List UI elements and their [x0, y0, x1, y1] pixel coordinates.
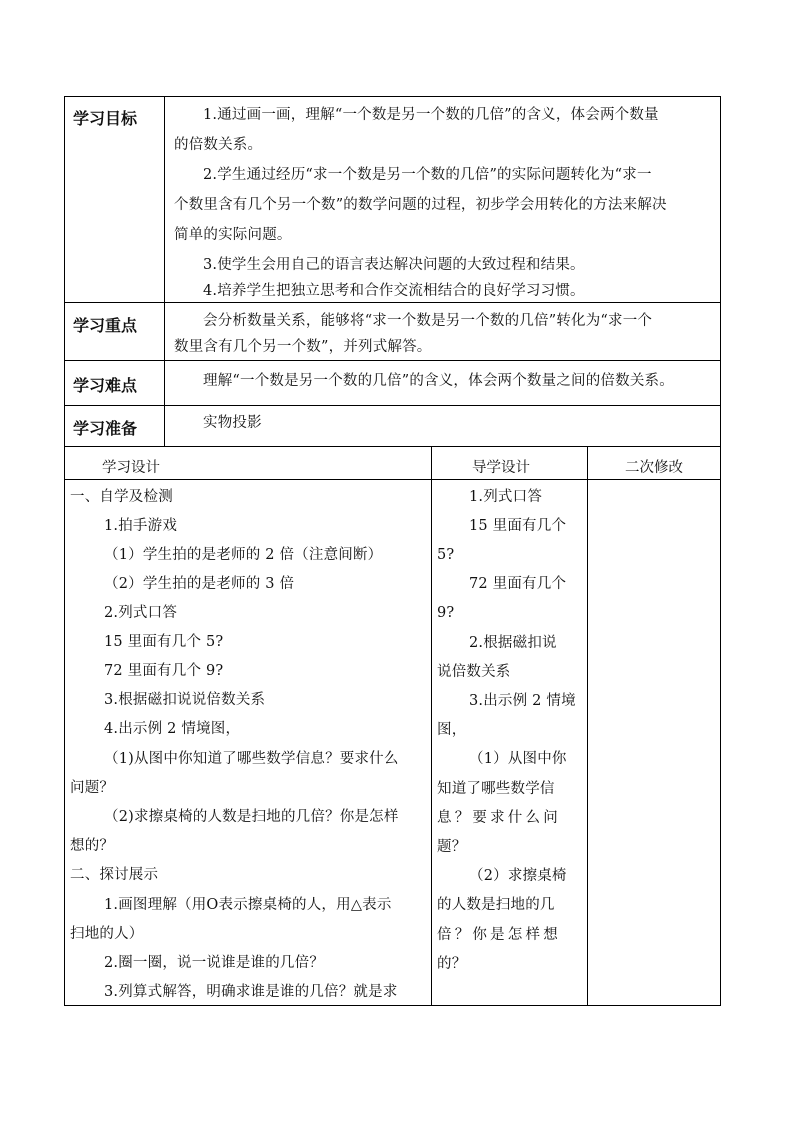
design-line: （2）学生拍的是老师的 3 倍 [104, 576, 295, 592]
design-line: 3.根据磁扣说说倍数关系 [104, 692, 266, 708]
objective-3-line-1: 3.使学生会用自己的语言表达解决问题的大致过程和结果。 [203, 257, 585, 273]
guide-line: 知道了哪些数学信 [437, 781, 555, 797]
key-points-line-2: 数里含有几个另一个数”，并列式解答。 [174, 339, 432, 355]
preparation-line-1: 实物投影 [203, 415, 262, 431]
design-line: （2)求擦桌椅的人数是扫地的几倍？你是怎样 [104, 809, 399, 825]
design-line: 2.列式口答 [104, 605, 178, 621]
guide-line: 的人数是扫地的几 [437, 897, 555, 913]
row-divider [64, 446, 721, 447]
key-points-line-1: 会分析数量关系，能够将“求一个数是另一个数的几倍”转化为“求一个 [203, 313, 653, 329]
design-line: 想的？ [70, 838, 115, 854]
design-line: 72 里面有几个 9? [104, 663, 224, 679]
difficulties-line-1: 理解“一个数是另一个数的几倍”的含义，体会两个数量之间的倍数关系。 [203, 373, 674, 389]
revision-cell [589, 482, 719, 1002]
table-border-right [720, 96, 721, 1006]
column-header-design: 学习设计 [102, 460, 160, 476]
design-line: 1.拍手游戏 [104, 518, 178, 534]
objective-2-line-3: 简单的实际问题。 [174, 227, 292, 243]
table-border-left [64, 96, 65, 1006]
guide-line: （2）求擦桌椅 [469, 868, 567, 884]
guide-line: 倍？你是怎样想 [437, 927, 561, 943]
design-line: 二、探讨展示 [70, 867, 159, 883]
row-header-difficulties: 学习难点 [73, 376, 138, 395]
guide-line: 15 里面有几个 [469, 518, 567, 534]
column-header-guide: 导学设计 [472, 460, 530, 476]
row-header-objectives: 学习目标 [73, 109, 138, 128]
design-line: 一、自学及检测 [70, 489, 173, 505]
column-header-revision: 二次修改 [625, 460, 683, 476]
guide-line: 息？要求什么问 [437, 810, 561, 826]
header-column-divider [164, 96, 165, 447]
guide-line: 1.列式口答 [469, 489, 543, 505]
design-line: 问题？ [70, 780, 115, 796]
guide-line: 的？ [437, 956, 467, 972]
guide-line: 2.根据磁扣说 [469, 635, 557, 651]
design-line: 15 里面有几个 5? [104, 634, 224, 650]
guide-line: 图， [437, 722, 467, 738]
objective-4-line-1: 4.培养学生把独立思考和合作交流相结合的良好学习习惯。 [203, 283, 585, 299]
row-header-preparation: 学习准备 [73, 419, 138, 438]
column-header-divider [64, 479, 721, 480]
design-line: （1）学生拍的是老师的 2 倍（注意间断） [104, 547, 383, 563]
design-line: 扫地的人） [70, 926, 144, 942]
design-column-divider [431, 446, 432, 1006]
guide-line: 72 里面有几个 [469, 576, 567, 592]
objective-2-line-1: 2.学生通过经历“求一个数是另一个数的几倍”的实际问题转化为“求一 [203, 167, 652, 183]
guide-line: 9? [437, 605, 455, 621]
design-line: 1.画图理解（用O表示擦桌椅的人，用△表示 [104, 897, 392, 913]
design-line: 2.圈一圈，说一说谁是谁的几倍？ [104, 955, 325, 971]
guide-line: 3.出示例 2 情境 [469, 693, 576, 709]
guide-line: 5? [437, 547, 455, 563]
row-divider [64, 405, 721, 406]
row-header-key-points: 学习重点 [73, 316, 138, 335]
objective-1-line-1: 1.通过画一画，理解“一个数是另一个数的几倍”的含义，体会两个数量 [203, 107, 659, 123]
guide-line: 题？ [437, 839, 467, 855]
design-line: （1)从图中你知道了哪些数学信息？要求什么 [104, 751, 399, 767]
design-line: 4.出示例 2 情境图， [104, 721, 241, 737]
guide-line: （1）从图中你 [469, 751, 567, 767]
guide-line: 说倍数关系 [437, 664, 511, 680]
guide-column-divider [587, 446, 588, 1006]
objective-1-line-2: 的倍数关系。 [174, 137, 263, 153]
objective-2-line-2: 个数里含有几个另一个数”的数学问题的过程，初步学会用转化的方法来解决 [174, 197, 667, 213]
design-line: 3.列算式解答，明确求谁是谁的几倍？就是求 [104, 984, 398, 1000]
table-border-top [64, 96, 721, 97]
